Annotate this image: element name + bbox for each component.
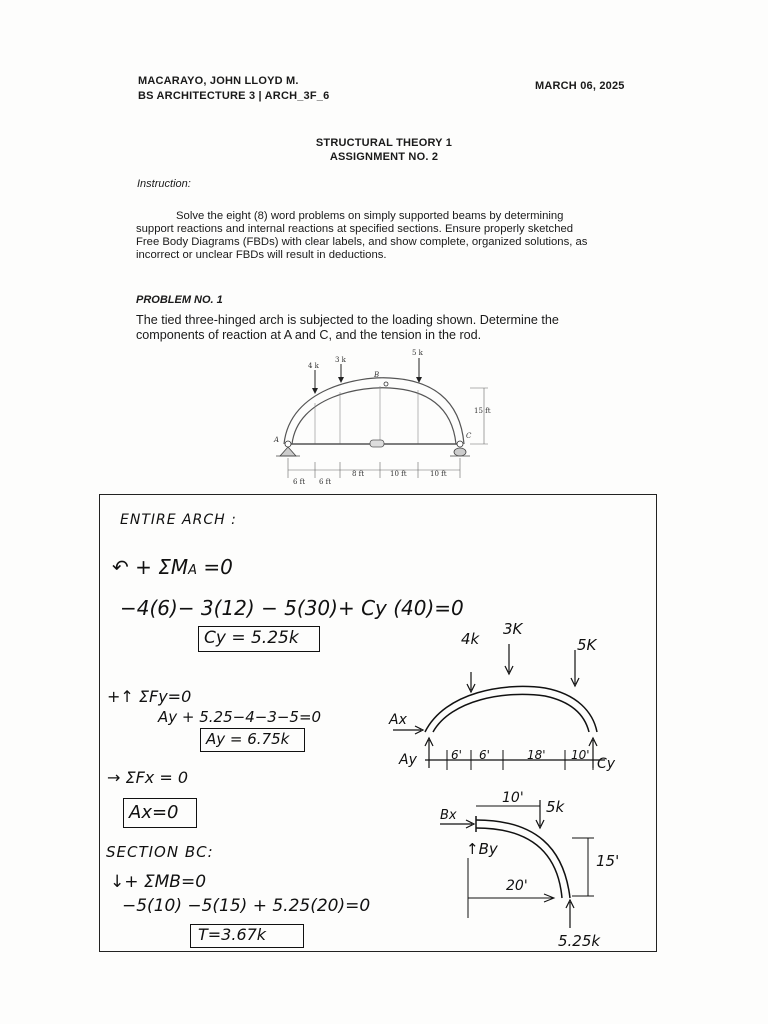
figure-load-3k: 3 k [335,356,346,364]
fbd2-bx: Bx [440,808,457,823]
instruction-line-2: support reactions and internal reactions at specified sections. Ensure properly sketched [136,223,574,235]
fbd2-span: 20' [506,878,528,894]
figure-height-dim: 15 ft [474,407,491,415]
problem-line-2: components of reaction at A and C, and the tension in the rod. [136,328,482,342]
moment-equation: −4(6)− 3(12) − 5(30)+ Cy (40)=0 [120,596,464,620]
mb-equation: −5(10) −5(15) + 5.25(20)=0 [122,896,371,916]
fbd1-load-4k: 4k [461,630,480,648]
sum-ma-subscript: A [188,563,198,578]
figure-dim-3: 8 ft [352,470,365,478]
figure-dim-4: 10 ft [390,470,407,478]
cy-result: Cy = 5.25k [204,628,299,648]
ax-result: Ax=0 [129,802,179,823]
problem-statement [136,313,636,343]
figure-load-5k: 5 k [412,349,423,357]
problem-heading: PROBLEM NO. 1 [136,294,223,306]
instruction-body [136,210,636,262]
course-title: STRUCTURAL THEORY 1 [315,137,453,149]
sum-moments-b: ↓+ ΣMB=0 [110,872,207,892]
figure-dim-2: 6 ft [319,478,332,486]
fbd1-dim-4: 10' [571,748,590,762]
fbd2-load: 5k [546,798,565,816]
fbd1-dim-2: 6' [479,748,490,762]
assignment-date: MARCH 06, 2025 [535,80,625,92]
moment-ccw-icon: ↶ [112,555,129,579]
fbd2-reaction: 5.25k [558,932,601,950]
figure-dim-1: 6 ft [293,478,306,486]
fbd1-dim-1: 6' [451,748,462,762]
student-name: MACARAYO, JOHN LLOYD M. [138,75,299,87]
instruction-line-1: Solve the eight (8) word problems on simply supported beams by determining [176,210,564,222]
fbd2-by: ↑By [466,840,498,858]
fbd-section-bc [436,788,636,952]
figure-label-b: B [374,371,380,379]
figure-load-4k: 4 k [308,362,319,370]
fbd1-dim-3: 18' [527,748,546,762]
instruction-label: Instruction: [137,178,191,190]
entire-arch-label: ENTIRE ARCH : [120,512,237,528]
sum-forces-y: +↑ ΣFy=0 [107,687,192,706]
figure-label-c: C [466,432,472,440]
arch-figure [270,348,500,488]
fbd-section-bc-drawing [436,788,636,952]
t-result: T=3.67k [198,925,267,944]
fbd2-top-dim: 10' [502,790,524,806]
fbd1-cy: Cy [597,756,616,772]
sum-ma-equals: =0 [197,555,233,579]
instruction-line-4: incorrect or unclear FBDs will result in deductions. [136,249,387,261]
figure-label-a: A [274,436,280,444]
instruction-line-3: Free Body Diagrams (FBDs) with clear labels, and show complete, organized solutions, as [136,236,588,248]
fbd1-load-5k: 5K [577,636,597,654]
ay-result: Ay = 6.75k [206,730,290,748]
student-program: BS ARCHITECTURE 3 | ARCH_3F_6 [138,90,330,102]
fbd1-load-3k: 3K [503,620,523,638]
section-bc-label: SECTION BC: [106,843,214,861]
arch-figure-drawing [270,348,500,488]
sum-moments-a [112,555,233,579]
problem-line-1: The tied three-hinged arch is subjected to the loading shown. Determine the [136,313,559,327]
sum-ma-label: + ΣM [135,555,189,579]
fbd-entire-arch [385,620,625,780]
assignment-title: ASSIGNMENT NO. 2 [329,151,439,163]
figure-dim-5: 10 ft [430,470,447,478]
fbd1-ax: Ax [389,712,407,728]
fbd2-height: 15' [596,852,620,870]
fbd1-ay: Ay [399,752,417,768]
sum-forces-x: → ΣFx = 0 [107,768,189,787]
fy-equation: Ay + 5.25−4−3−5=0 [158,708,322,726]
